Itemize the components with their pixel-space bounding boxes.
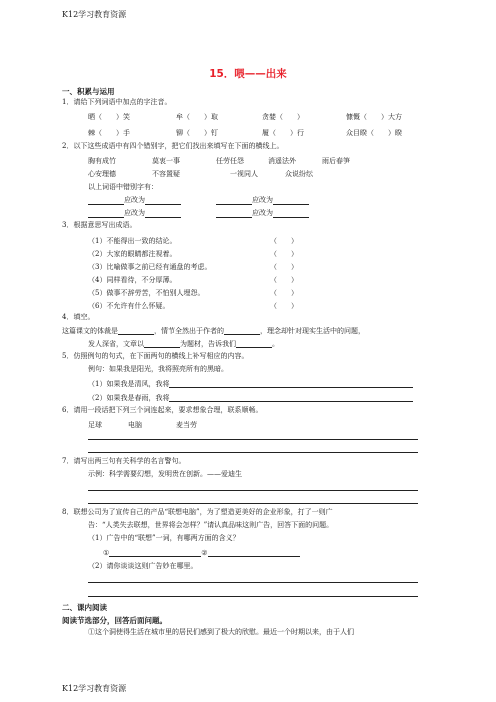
q5-item-1 <box>88 380 413 388</box>
idiom: 一视同人 <box>230 170 258 178</box>
q4-text: 这篇课文的体裁是 <box>62 327 118 335</box>
correction-row <box>216 208 309 218</box>
q5-text: （2）如果我是春雨，我将 <box>88 394 170 402</box>
idiom: 不容置疑 <box>152 170 180 178</box>
q1-item: 晒（ ）笑 <box>88 113 130 121</box>
q1-item: 牟（ ）取 <box>176 113 218 121</box>
page-header: K12学习教育资源 <box>62 10 127 19</box>
answer-paren[interactable]: （ ） <box>270 250 298 258</box>
should-label: 应改为 <box>252 209 273 217</box>
q5-stem: 5．仿照例句的句式，在下面两句的横线上补写相应的内容。 <box>62 352 249 360</box>
answer-paren[interactable]: （ ） <box>270 237 298 245</box>
circled-number: ② <box>201 549 208 557</box>
q2-stem: 2．以下这些成语中有四个错别字，把它们找出来填写在下面的横线上。 <box>62 142 284 150</box>
answer-paren[interactable]: （ ） <box>270 263 298 271</box>
q8-answer-row <box>103 549 300 557</box>
q1-item: 贪婪（ ） <box>262 113 304 121</box>
answer-blank[interactable] <box>169 380 413 388</box>
q3-item: （2）大家的眼睛都注视着。 <box>88 250 177 258</box>
idiom: 莫衷一事 <box>152 157 180 165</box>
q6-word: 足球 <box>88 421 102 429</box>
idiom: 心安理德 <box>88 170 116 178</box>
q4-stem: 4．填空。 <box>62 313 95 321</box>
q3-item: （5）做事不辞劳苦，不怕别人埋怨。 <box>88 289 205 297</box>
answer-blank[interactable] <box>169 394 413 402</box>
answer-paren[interactable]: （ ） <box>270 276 298 284</box>
answer-line[interactable] <box>88 490 418 491</box>
answer-blank[interactable] <box>236 340 272 348</box>
q4-line-1 <box>62 327 365 335</box>
q1-item: 履（ ）行 <box>262 129 304 137</box>
answer-blank[interactable] <box>88 210 124 218</box>
answer-blank[interactable] <box>144 340 180 348</box>
answer-line[interactable] <box>88 596 418 597</box>
q3-item: （3）比喻做事之前已经有通盘的考虑。 <box>88 263 212 271</box>
should-label: 应改为 <box>124 196 145 204</box>
q6-stem: 6．请用一段话把下列三个词连起来，要求想象合理，联系顺畅。 <box>62 406 263 414</box>
q4-text: ，理念却针对现实生活中的问题， <box>260 327 365 335</box>
answer-line[interactable] <box>88 503 418 504</box>
answer-blank[interactable] <box>273 210 309 218</box>
q4-text: 发人深省，文章以 <box>88 340 144 348</box>
q1-item: 铆（ ）钉 <box>176 129 218 137</box>
answer-blank[interactable] <box>273 197 309 205</box>
answer-blank[interactable] <box>109 549 201 557</box>
answer-blank[interactable] <box>208 549 300 557</box>
page-title: 15．喂——出来 <box>209 68 287 80</box>
q8-question-1: （1）广告中的“联想”一词，有哪两方面的含义？ <box>88 534 240 542</box>
answer-blank[interactable] <box>88 197 124 205</box>
q8-stem-1: 8．联想公司为了宣传自己的产品“联想电脑”，为了塑造更美好的企业形象，打了一则广 <box>62 508 333 516</box>
q4-text: 为题材，告诉我们 <box>180 340 236 348</box>
answer-blank[interactable] <box>216 197 252 205</box>
idiom: 胸有成竹 <box>88 157 116 165</box>
q3-item: （6）不允许有什么怀疑。 <box>88 302 170 310</box>
idiom: 雨后春笋 <box>322 157 350 165</box>
answer-blank[interactable] <box>216 210 252 218</box>
q2-lead: 以上词语中错别字有： <box>88 183 158 191</box>
page-footer: K12学习教育资源 <box>62 684 127 693</box>
answer-line[interactable] <box>88 582 418 583</box>
correction-row <box>216 195 309 205</box>
q4-line-2 <box>88 340 279 348</box>
answer-blank[interactable] <box>224 327 260 335</box>
answer-line[interactable] <box>88 439 418 440</box>
q8-question-2: （2）请你谈谈这则广告妙在哪里。 <box>88 562 198 570</box>
answer-blank[interactable] <box>118 327 154 335</box>
q6-word: 麦当劳 <box>176 421 197 429</box>
section-heading-2: 二、课内阅读 <box>62 603 107 612</box>
reading-paragraph: ①这个洞使得生活在城市里的居民们感到了极大的欣慰。最近一个时期以来，由于人们 <box>88 628 354 636</box>
q4-text: 。 <box>272 340 279 348</box>
idiom: 任劳任怨 <box>216 157 244 165</box>
q1-item: 众目睽（ ）睽 <box>346 129 402 137</box>
answer-blank[interactable] <box>145 197 181 205</box>
q7-example: 示例：科学需要幻想，发明贵在创新。——爱迪生 <box>88 470 242 478</box>
circled-number: ① <box>103 549 110 557</box>
correction-row <box>88 208 181 218</box>
answer-paren[interactable]: （ ） <box>270 289 298 297</box>
idiom: 消遥法外 <box>268 157 296 165</box>
q5-item-2 <box>88 394 413 402</box>
q5-example: 例句：如果我是阳光，我将照亮所有的黑暗。 <box>88 365 228 373</box>
correction-row <box>88 195 181 205</box>
section-heading-1: 一、积累与运用 <box>62 87 115 96</box>
q4-text: ，情节全然出于作者的 <box>154 327 224 335</box>
should-label: 应改为 <box>252 196 273 204</box>
q3-stem: 3．根据意思写出成语。 <box>62 221 137 229</box>
answer-line[interactable] <box>88 452 418 453</box>
answer-paren[interactable]: （ ） <box>270 302 298 310</box>
q6-word: 电脑 <box>128 421 142 429</box>
reading-heading: 阅读节选部分，回答后面问题。 <box>62 616 167 625</box>
answer-blank[interactable] <box>145 210 181 218</box>
q3-item: （1）不能得出一致的结论。 <box>88 237 177 245</box>
q5-text: （1）如果我是清风，我将 <box>88 380 170 388</box>
q1-item: 棘（ ）手 <box>88 129 130 137</box>
q1-item: 慷慨（ ）大方 <box>346 113 402 121</box>
q8-stem-2: 告：“人类失去联想，世界将会怎样？”请认真品味这则广告，回答下面的问题。 <box>88 521 334 529</box>
idiom: 众说纷纭 <box>285 170 313 178</box>
q1-stem: 1．请给下列词语中加点的字注音。 <box>62 98 172 106</box>
q3-item: （4）同样看待，不分厚薄。 <box>88 276 177 284</box>
should-label: 应改为 <box>124 209 145 217</box>
q7-stem: 7．请写出两三句有关科学的名言警句。 <box>62 457 186 465</box>
